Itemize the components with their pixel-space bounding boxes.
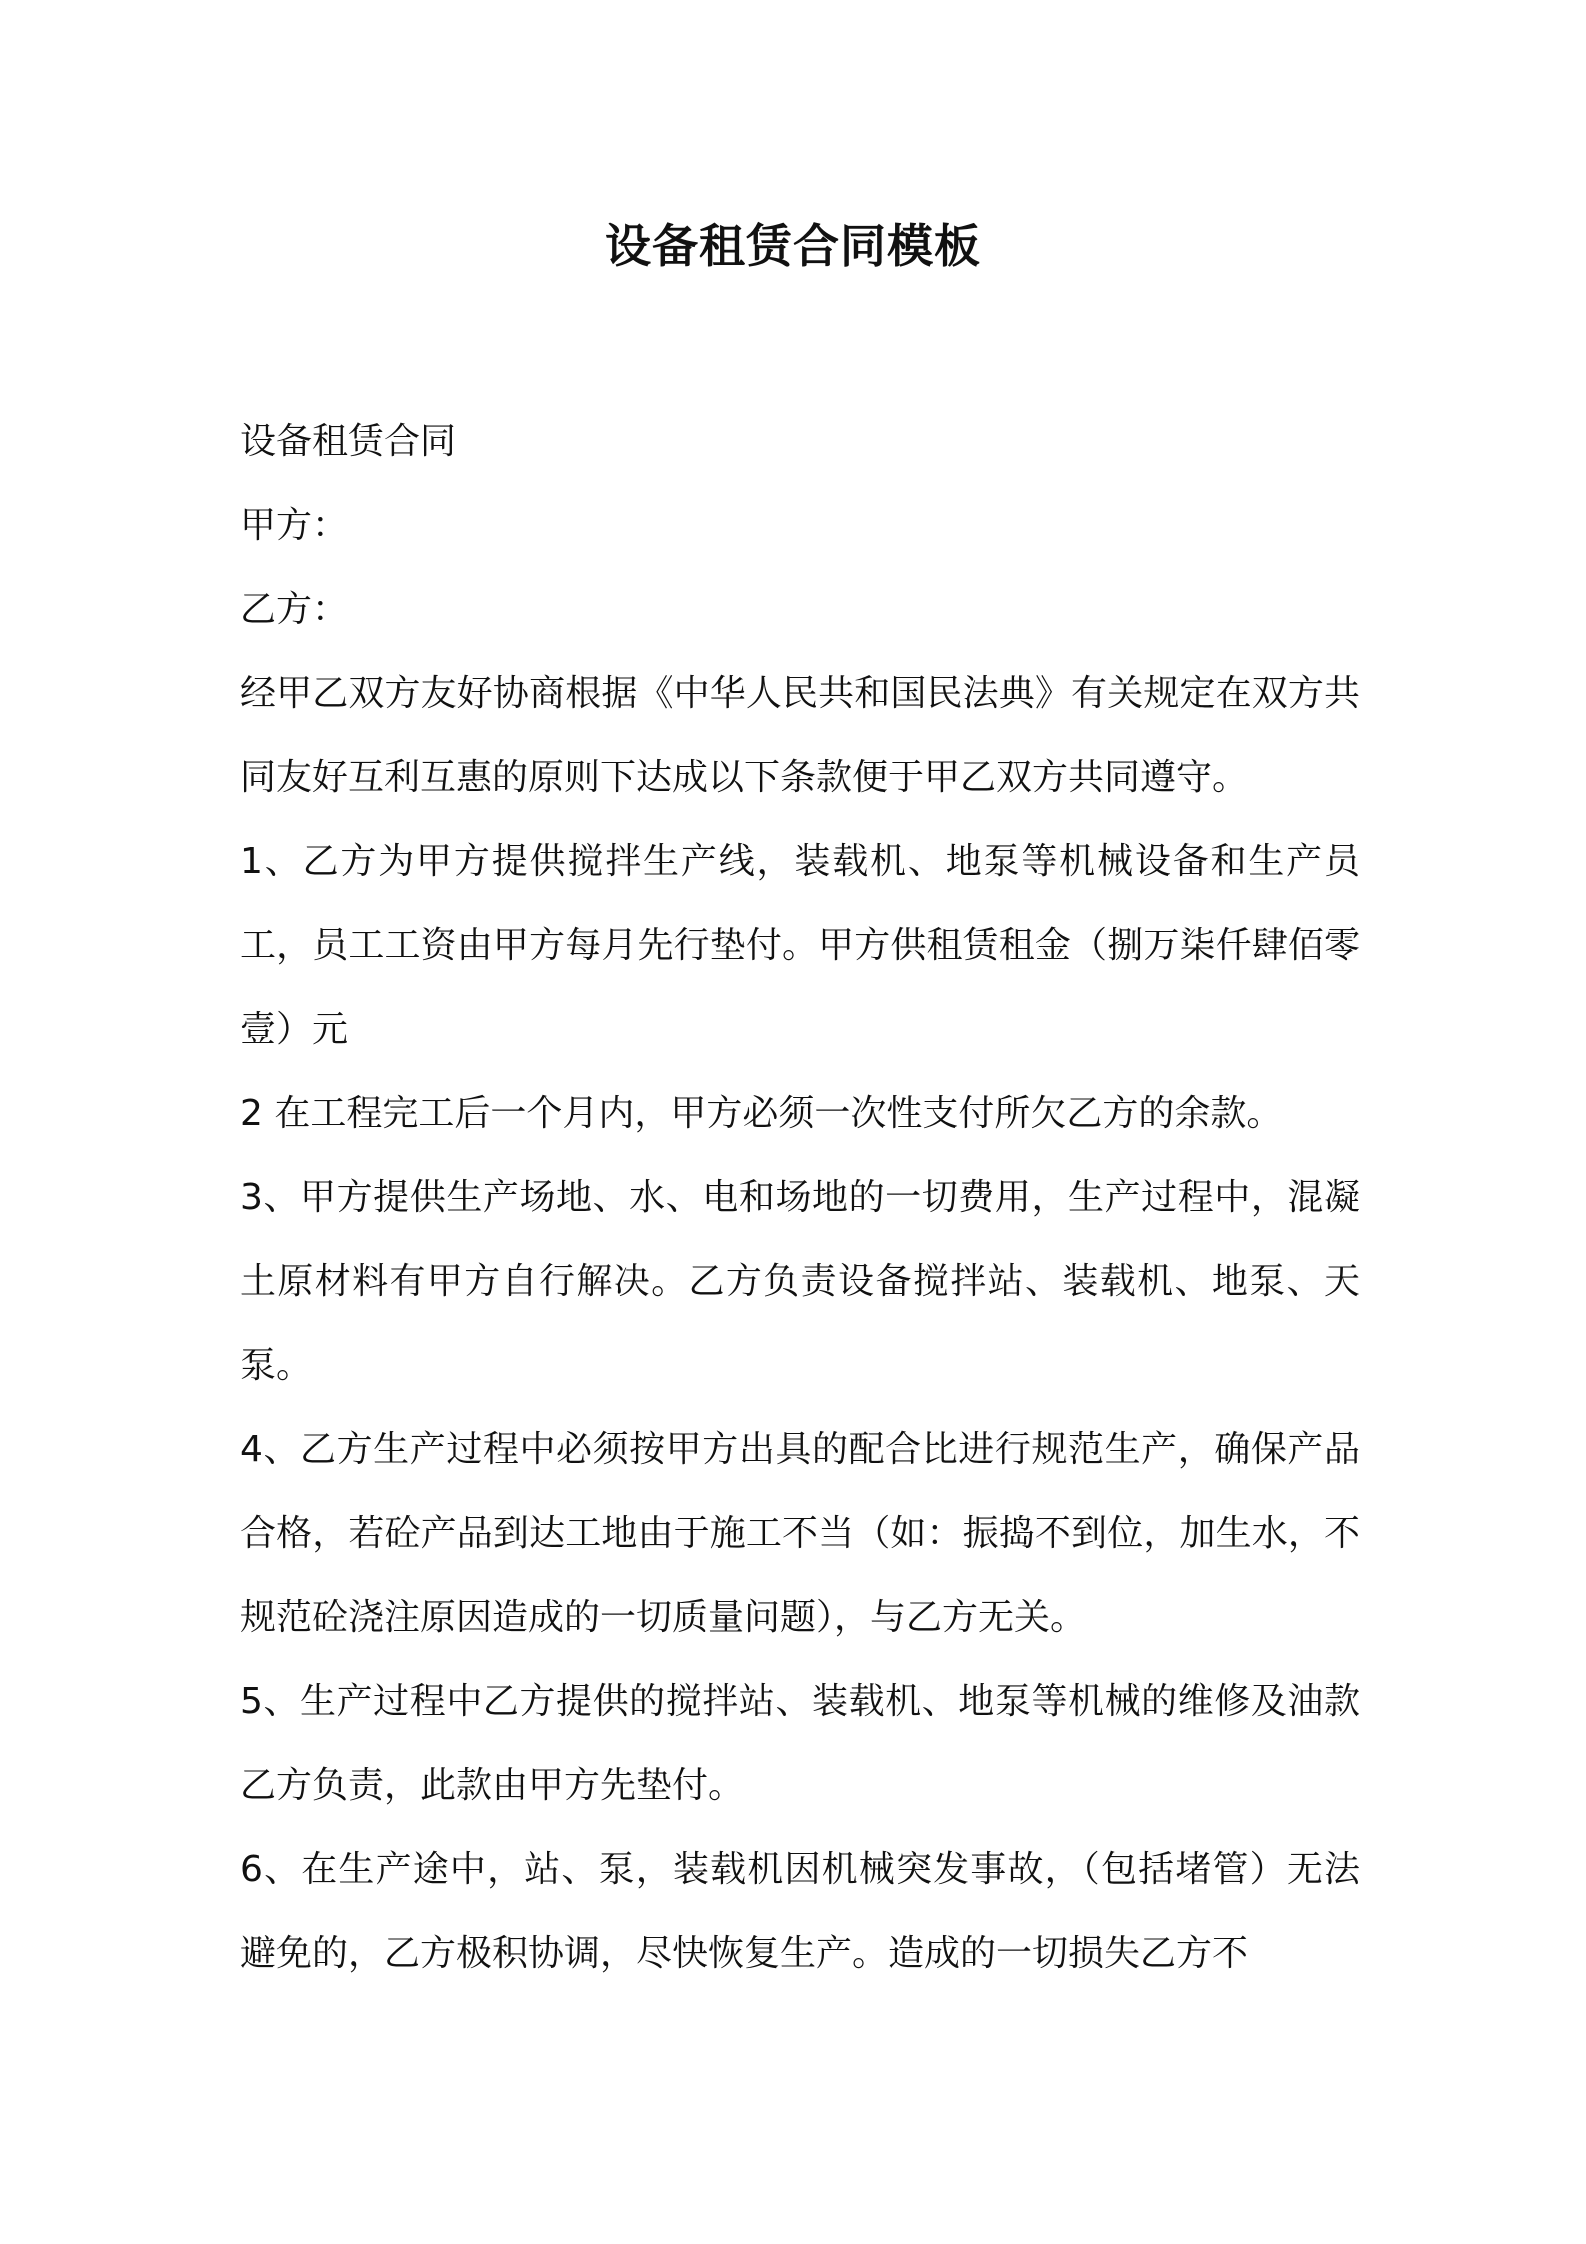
document-body [240,400,1360,1996]
party-b-line: 乙方： [240,589,349,630]
document-title: 设备租赁合同模板 [605,219,981,273]
clause-6: 6、在生产途中，站、泵，装载机因机械突发事故，（包括堵管）无法避免的，乙方极积协调，尽快恢复生产。造成的一切损失乙方不 [240,1849,1360,1974]
preamble-paragraph: 经甲乙双方友好协商根据《中华人民共和国民法典》有关规定在双方共同友好互利互惠的原则下达成以下条款便于甲乙双方共同遵守。 [240,673,1360,798]
clause-2: 2 在工程完工后一个月内，甲方必须一次性支付所欠乙方的余款。 [240,1093,1283,1134]
clause-3: 3、甲方提供生产场地、水、电和场地的一切费用，生产过程中，混凝土原材料有甲方自行解决。乙方负责设备搅拌站、装载机、地泵、天泵。 [240,1177,1360,1386]
party-a-line: 甲方： [240,505,349,546]
clause-1: 1、乙方为甲方提供搅拌生产线，装载机、地泵等机械设备和生产员工，员工工资由甲方每月先行垫付。甲方供租赁租金（捌万柒仟肆佰零壹）元 [240,841,1360,1050]
clause-4: 4、乙方生产过程中必须按甲方出具的配合比进行规范生产，确保产品合格，若砼产品到达工地由于施工不当（如：振捣不到位，加生水，不规范砼浇注原因造成的一切质量问题），与乙方无关。 [240,1429,1360,1638]
contract-heading: 设备租赁合同 [240,421,457,462]
clause-5: 5、生产过程中乙方提供的搅拌站、装载机、地泵等机械的维修及油款乙方负责，此款由甲方先垫付。 [240,1681,1360,1806]
